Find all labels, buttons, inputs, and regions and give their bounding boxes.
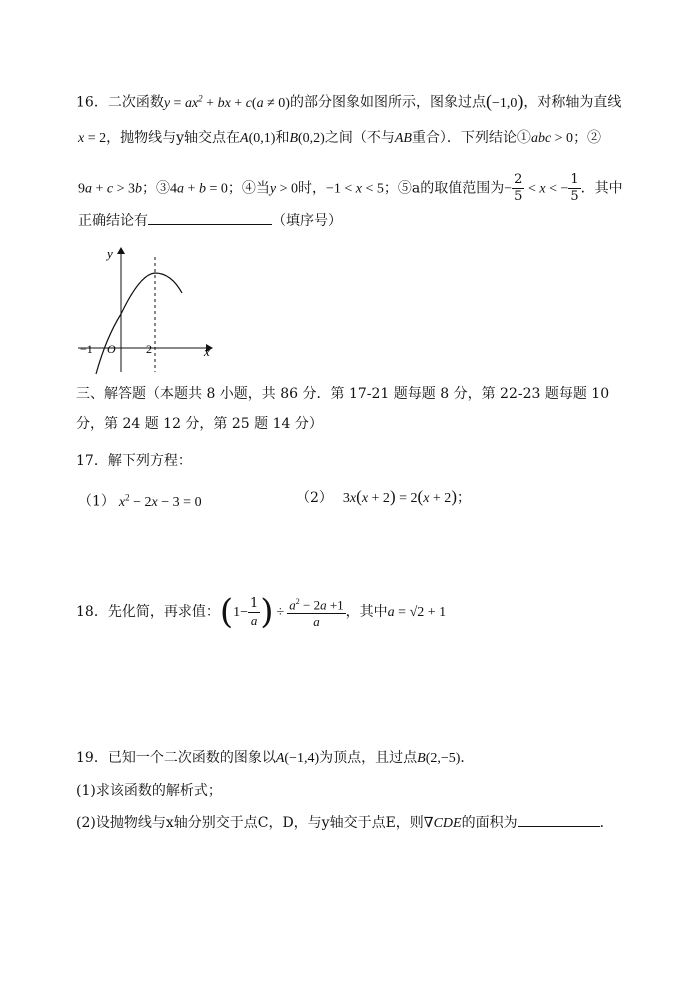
q16-line-3: 9a + c > 3b；③4a + b = 0；④当y > 0时，−1 < x < 5；⑤a的取值范围为− $\frac{2}{5}$ < x < − $\frac{1}{5}$ ．其中 [78,172,623,204]
q19-answer-blank[interactable] [518,812,600,827]
section3-heading-line-1: 三、解答题（本题共 8 小题，共 86 分．第 17-21 题每题 8 分，第 22-23 题每题 10 [76,386,610,402]
parabola-curve [96,273,182,374]
x-axis-label: x [204,344,210,359]
y-axis-label: y [107,246,113,261]
section3-heading-line-2: 分，第 24 题 12 分，第 25 题 14 分） [76,416,323,432]
q17-title: 17．解下列方程： [76,453,192,469]
q16-line-1: 16．二次函数$y = ax^2$ + bx + c(a ≠ 0)的部分图象如图所示，图象过点(−1,0)，对称轴为直线 [76,90,622,111]
q17-part-2: （2） 3x(x + 2) = 2(x + 2)； [296,487,471,506]
q19-part-1: (1)求该函数的解析式； [76,783,222,799]
q19-line-1: 19．已知一个二次函数的图象以A(−1,4)为顶点，且过点B(2,−5)． [76,750,475,766]
q18-line: 18．先化简，再求值：(1− $\frac{1}{a}$ ) ÷ $\frac{a^2 - 2a +1}{a}$ ，其中a = √2 + 1 [76,592,447,633]
origin-label: O [107,342,116,356]
q16-number: 16． [76,94,108,111]
q16-line-2: x = 2，抛物线与y轴交点在A(0,1)和B(0,2)之间（不与AB重合）．下列结论①abc > 0；② [78,130,602,146]
q16-line-4: 正确结论有 （填序号） [78,210,342,231]
q16-function-formula: $y = ax^2$ + bx + c(a ≠ 0) [163,93,290,111]
q17-part-1: （1） $x^2 - 2x - 3 = 0$ [78,492,202,510]
tick-label-2: 2 [146,342,152,356]
q16-parabola-graph [74,240,224,375]
q19-part-2: (2)设抛物线与x轴分别交于点C，D，与y轴交于点E，则∇CDE的面积为 ． [76,812,614,834]
q16-point: (−1,0) [485,90,524,111]
q16-answer-blank[interactable] [148,210,272,225]
tick-label-neg1: −1 [80,342,93,356]
